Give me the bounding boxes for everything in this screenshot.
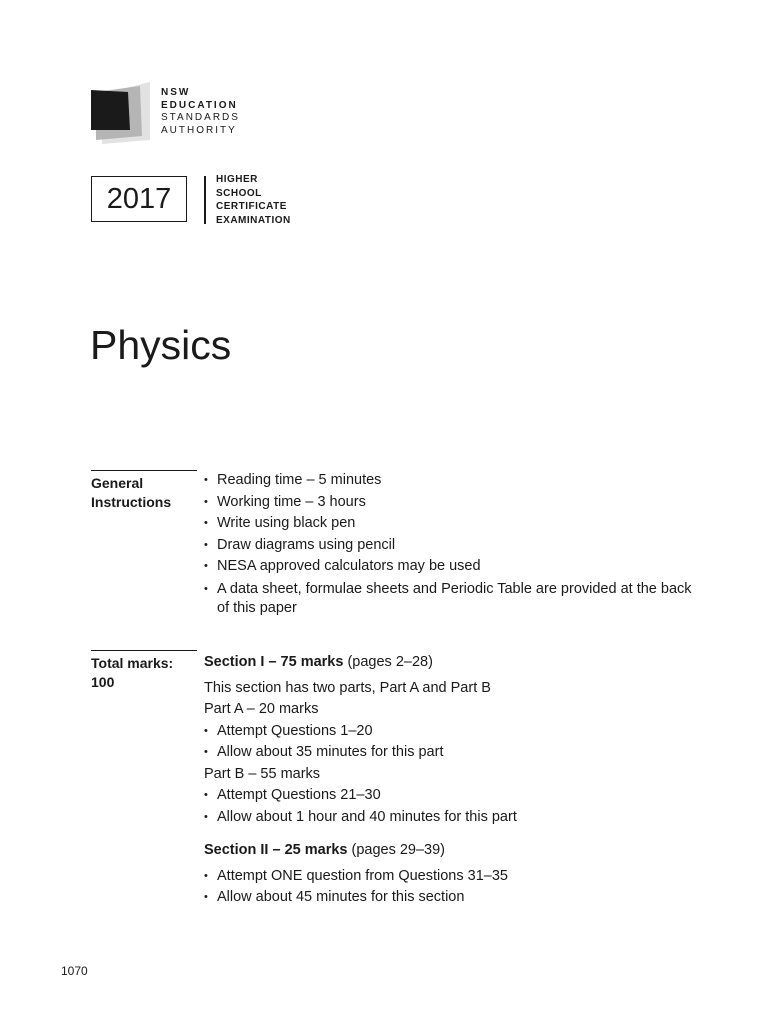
total-marks-heading <box>91 650 197 691</box>
exam-type-line: EXAMINATION <box>216 214 291 226</box>
subject-title: Physics <box>90 322 232 368</box>
page-code: 1070 <box>61 964 88 978</box>
exam-type-label <box>216 173 291 227</box>
exam-year: 2017 <box>91 176 187 222</box>
section-2-pages: (pages 29–39) <box>351 842 446 858</box>
instruction-item: • Working time – 3 hours <box>204 492 694 514</box>
part-b-item: • Allow about 1 hour and 40 minutes for this part <box>204 807 694 829</box>
section-2-heading <box>204 840 694 862</box>
instruction-item: • Write using black pen <box>204 513 694 535</box>
section-2-item: • Attempt ONE question from Questions 31–35 <box>204 866 694 888</box>
general-instructions-list <box>204 470 694 618</box>
part-a-item: • Attempt Questions 1–20 <box>204 721 694 743</box>
instruction-item: • Reading time – 5 minutes <box>204 470 694 492</box>
part-b-item: • Attempt Questions 21–30 <box>204 785 694 807</box>
heading-line: Total marks: <box>91 655 174 671</box>
exam-type-line: CERTIFICATE <box>216 201 287 212</box>
nesa-logo-mark <box>90 82 160 148</box>
heading-line: 100 <box>91 673 115 690</box>
instruction-item: • Draw diagrams using pencil <box>204 535 694 557</box>
section-1-title: Section I – 75 marks <box>204 654 344 670</box>
logo-line-education: EDUCATION <box>161 99 238 111</box>
nesa-logo-text <box>161 87 240 137</box>
section-1-intro: This section has two parts, Part A and Part B <box>204 679 491 696</box>
instruction-item: • NESA approved calculators may be used <box>204 556 694 578</box>
heading-line: General <box>91 475 144 491</box>
heading-line: Instructions <box>91 493 172 510</box>
logo-line-nsw: NSW <box>161 87 191 98</box>
marks-breakdown <box>204 652 694 909</box>
nesa-logo <box>90 82 260 148</box>
logo-line-authority: AUTHORITY <box>161 124 237 136</box>
general-instructions-heading <box>91 470 197 511</box>
part-a-item: • Allow about 35 minutes for this part <box>204 742 694 764</box>
exam-type-line: SCHOOL <box>216 187 262 199</box>
exam-type-line: HIGHER <box>216 174 258 185</box>
instruction-item: • A data sheet, formulae sheets and Periodic Table are provided at the back of this paper <box>204 580 694 618</box>
exam-badge-divider <box>204 176 206 224</box>
section-1-pages: (pages 2–28) <box>347 654 433 670</box>
section-2-title: Section II – 25 marks <box>204 842 348 858</box>
part-b-title: Part B – 55 marks <box>204 765 321 782</box>
part-a-title: Part A – 20 marks <box>204 701 319 717</box>
section-1-heading <box>204 652 694 674</box>
logo-line-standards: STANDARDS <box>161 112 240 123</box>
section-2-item: • Allow about 45 minutes for this section <box>204 887 694 909</box>
